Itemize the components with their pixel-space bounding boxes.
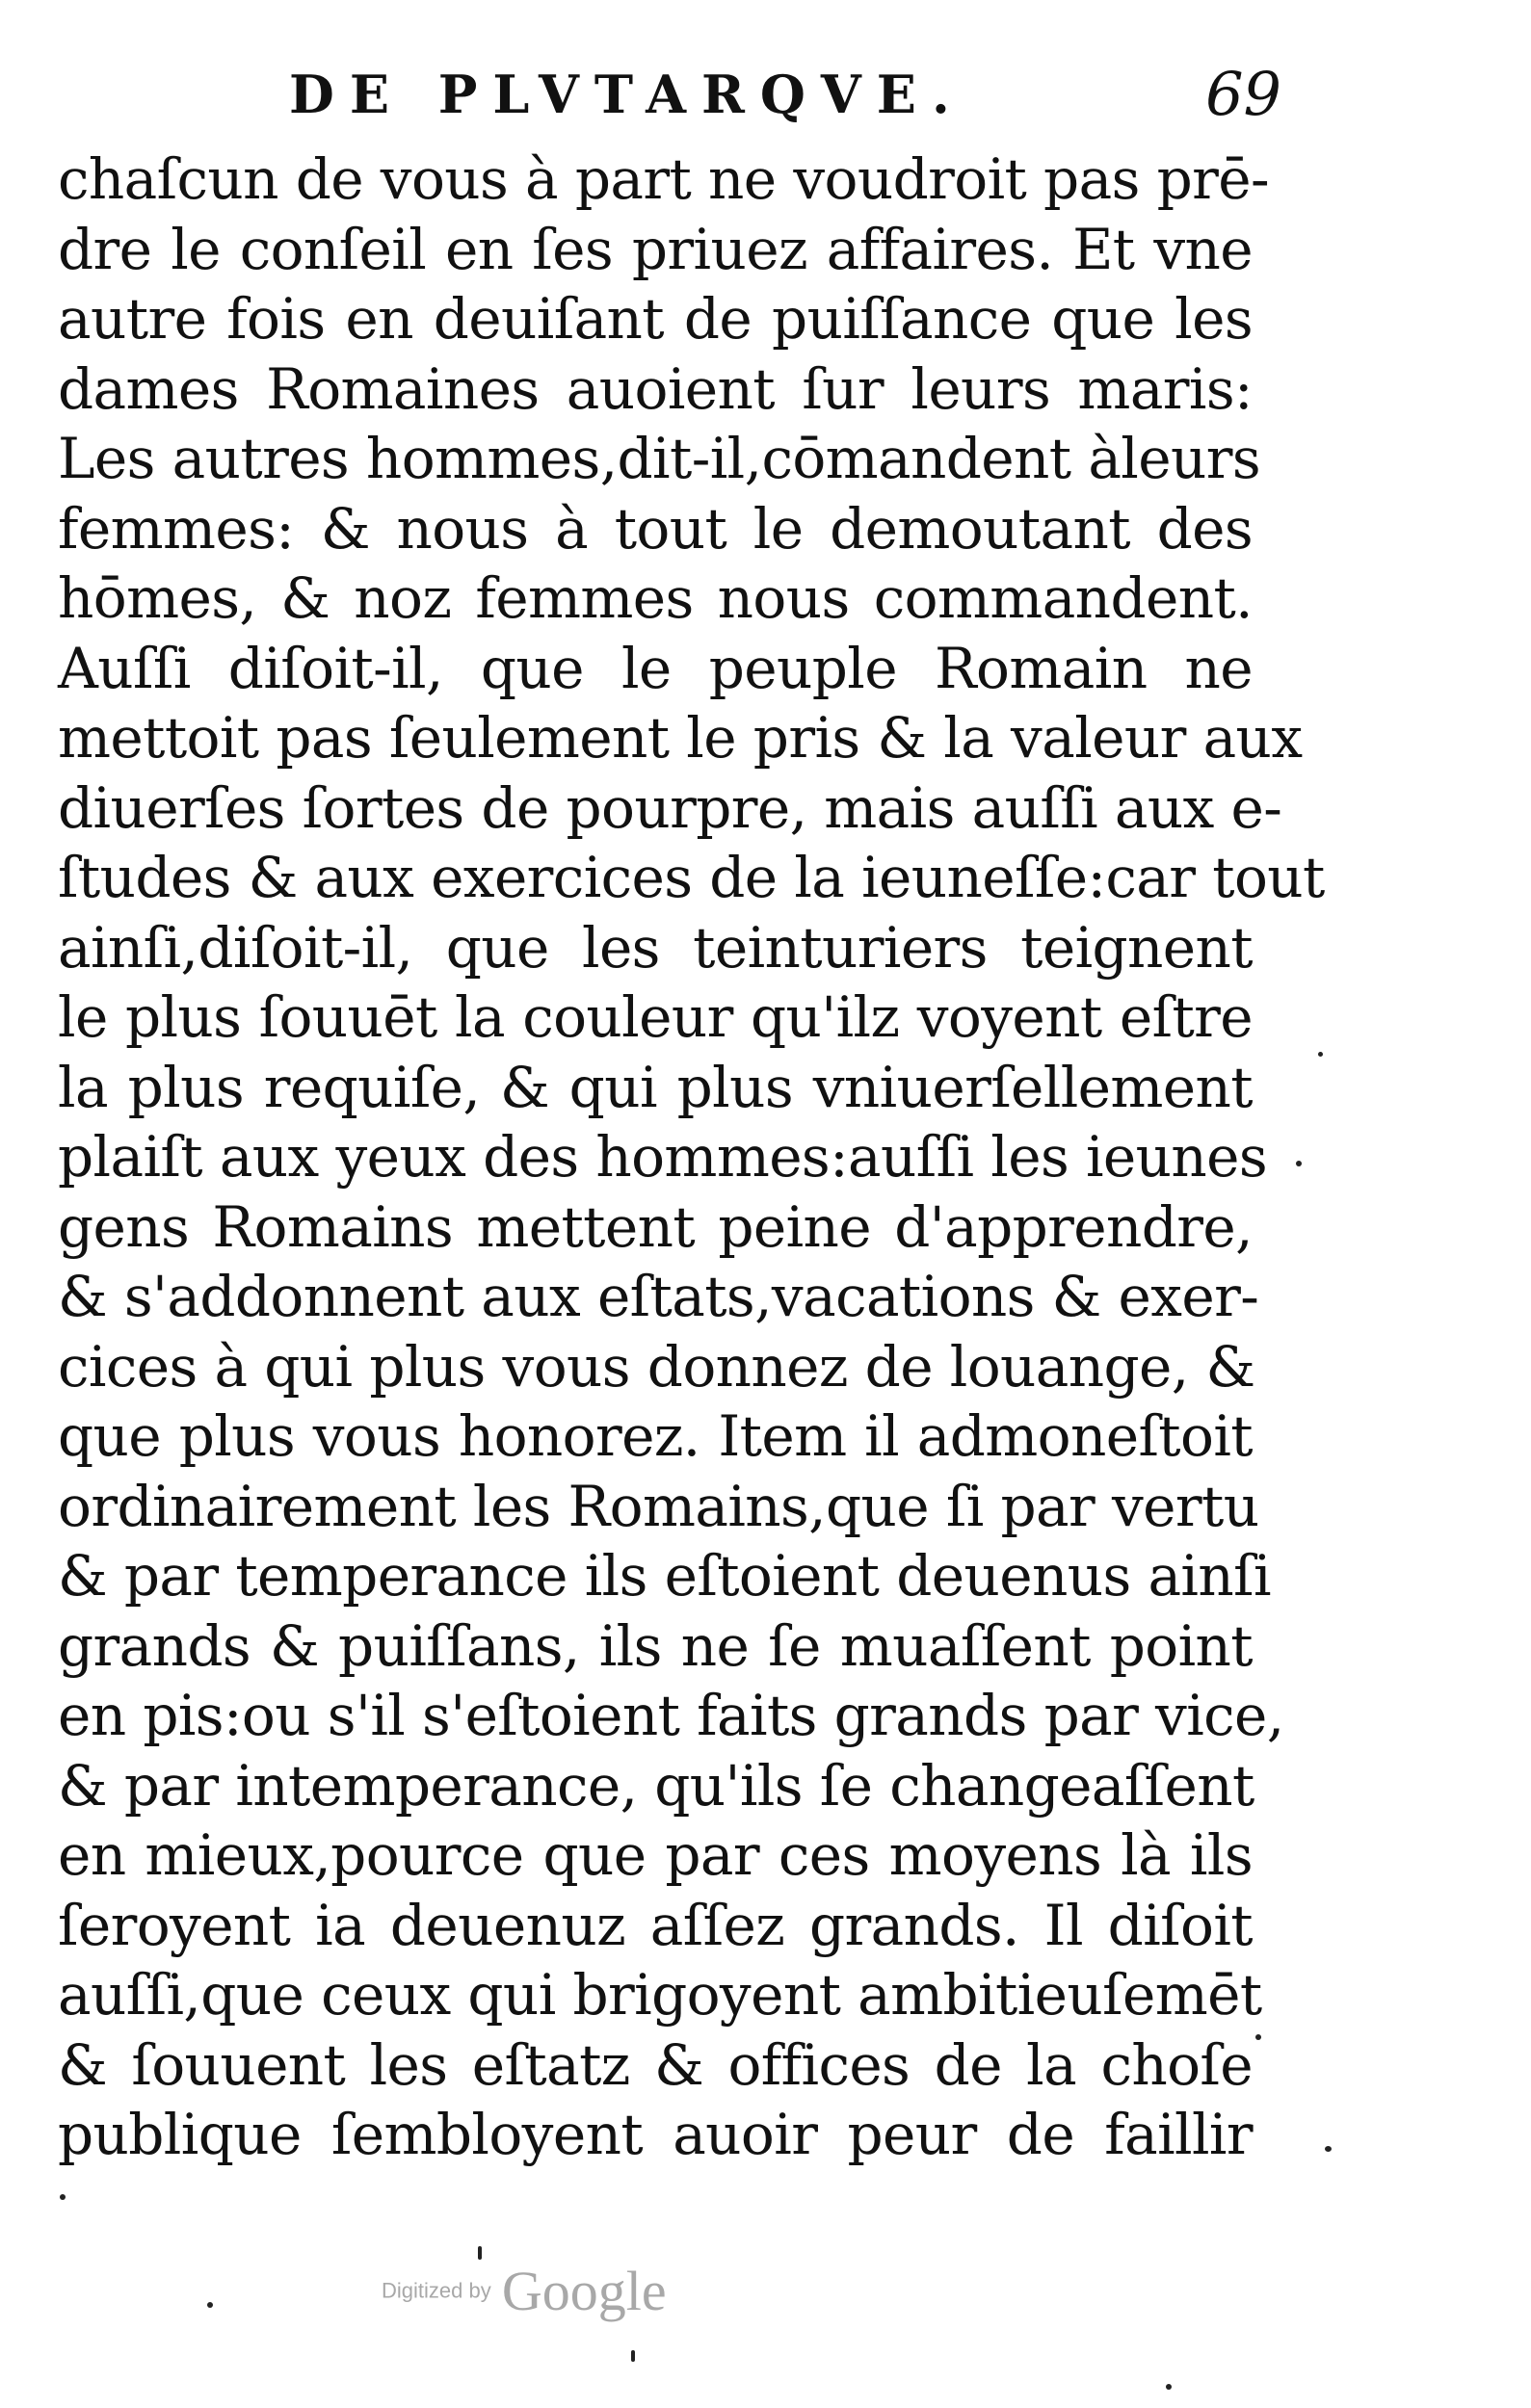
scan-speck (1255, 2034, 1261, 2040)
scan-speck (478, 2246, 482, 2260)
scan-speck (1325, 2146, 1332, 2152)
body-text (58, 144, 1325, 2170)
scan-speck (60, 2194, 66, 2200)
page-number: 69 (1205, 59, 1281, 129)
text-line: le plus ſouuēt la couleur qu'ilz voyent eſtre (58, 984, 1253, 1050)
text-line: femmes: & nous à tout le demoutant des (58, 495, 1253, 562)
text-line: & par intemperance, qu'ils ſe changeaſſent (58, 1752, 1254, 1819)
scan-speck (1296, 1161, 1302, 1166)
text-line: mettoit pas ſeulement le pris & la valeur aux (58, 705, 1303, 771)
text-line: ordinairement les Romains,que ſi par vertu (58, 1473, 1259, 1539)
text-line: cices à qui plus vous donnez de louange, & (58, 1333, 1255, 1400)
text-line: & par temperance ils eſtoient deuenus ainſi (58, 1543, 1271, 1609)
text-line: en pis:ou s'il s'eſtoient faits grands par vice, (58, 1683, 1284, 1748)
text-line: plaiſt aux yeux des hommes:auſſi les ieunes (58, 1124, 1268, 1190)
running-title: DE PLVTARQVE. (289, 64, 965, 125)
text-line: & s'addonnent aux eſtats,vacations & exer- (58, 1264, 1259, 1329)
scan-speck (631, 2350, 635, 2362)
text-line: gens Romains mettent peine d'apprendre, (58, 1193, 1253, 1260)
scan-speck (1166, 2384, 1172, 2390)
text-line: ſeroyent ia deuenuz aſſez grands. Il diſoit (58, 1892, 1253, 1958)
text-line: & ſouuent les eſtatz & offices de la choſe (58, 2031, 1253, 2098)
text-line: chaſcun de vous à part ne voudroit pas prē- (58, 146, 1269, 212)
text-line: ſtudes & aux exercices de la ieuneſſe:car tout (58, 845, 1325, 910)
digitized-prefix: Digitized by (382, 2278, 491, 2303)
scan-speck (1318, 1052, 1323, 1057)
text-line: dre le conſeil en ſes priuez affaires. Et vne (58, 216, 1253, 282)
text-line: Les autres hommes,dit-il,cōmandent àleurs (58, 426, 1261, 491)
text-line: la plus requiſe, & qui plus vniuerſellement (58, 1054, 1253, 1120)
scan-speck (207, 2302, 213, 2308)
text-line: hōmes, & noz femmes nous commandent. (58, 565, 1253, 631)
text-line: diuerſes ſortes de pourpre, mais auſſi aux e- (58, 774, 1282, 841)
text-line: que plus vous honorez. Item il admoneſtoit (58, 1403, 1253, 1469)
text-line: publique ſembloyent auoir peur de faillir (58, 2102, 1253, 2167)
text-line: dames Romaines auoient ſur leurs maris: (58, 355, 1253, 422)
text-line: auſſi,que ceux qui brigoyent ambitieuſemēt (58, 1962, 1262, 2028)
text-line: ainſi,diſoit-il, que les teinturiers teignent (58, 914, 1253, 981)
text-line: autre fois en deuiſant de puiſſance que les (58, 286, 1253, 352)
text-line: Auſſi diſoit-il, que le peuple Romain ne (58, 635, 1253, 701)
text-line: grands & puiſſans, ils ne ſe muaſſent point (58, 1612, 1253, 1679)
digitized-watermark (382, 2259, 667, 2326)
text-line: en mieux,pource que par ces moyens là ils (58, 1822, 1253, 1888)
running-head (289, 56, 1281, 133)
google-brand: Google (501, 2260, 667, 2322)
